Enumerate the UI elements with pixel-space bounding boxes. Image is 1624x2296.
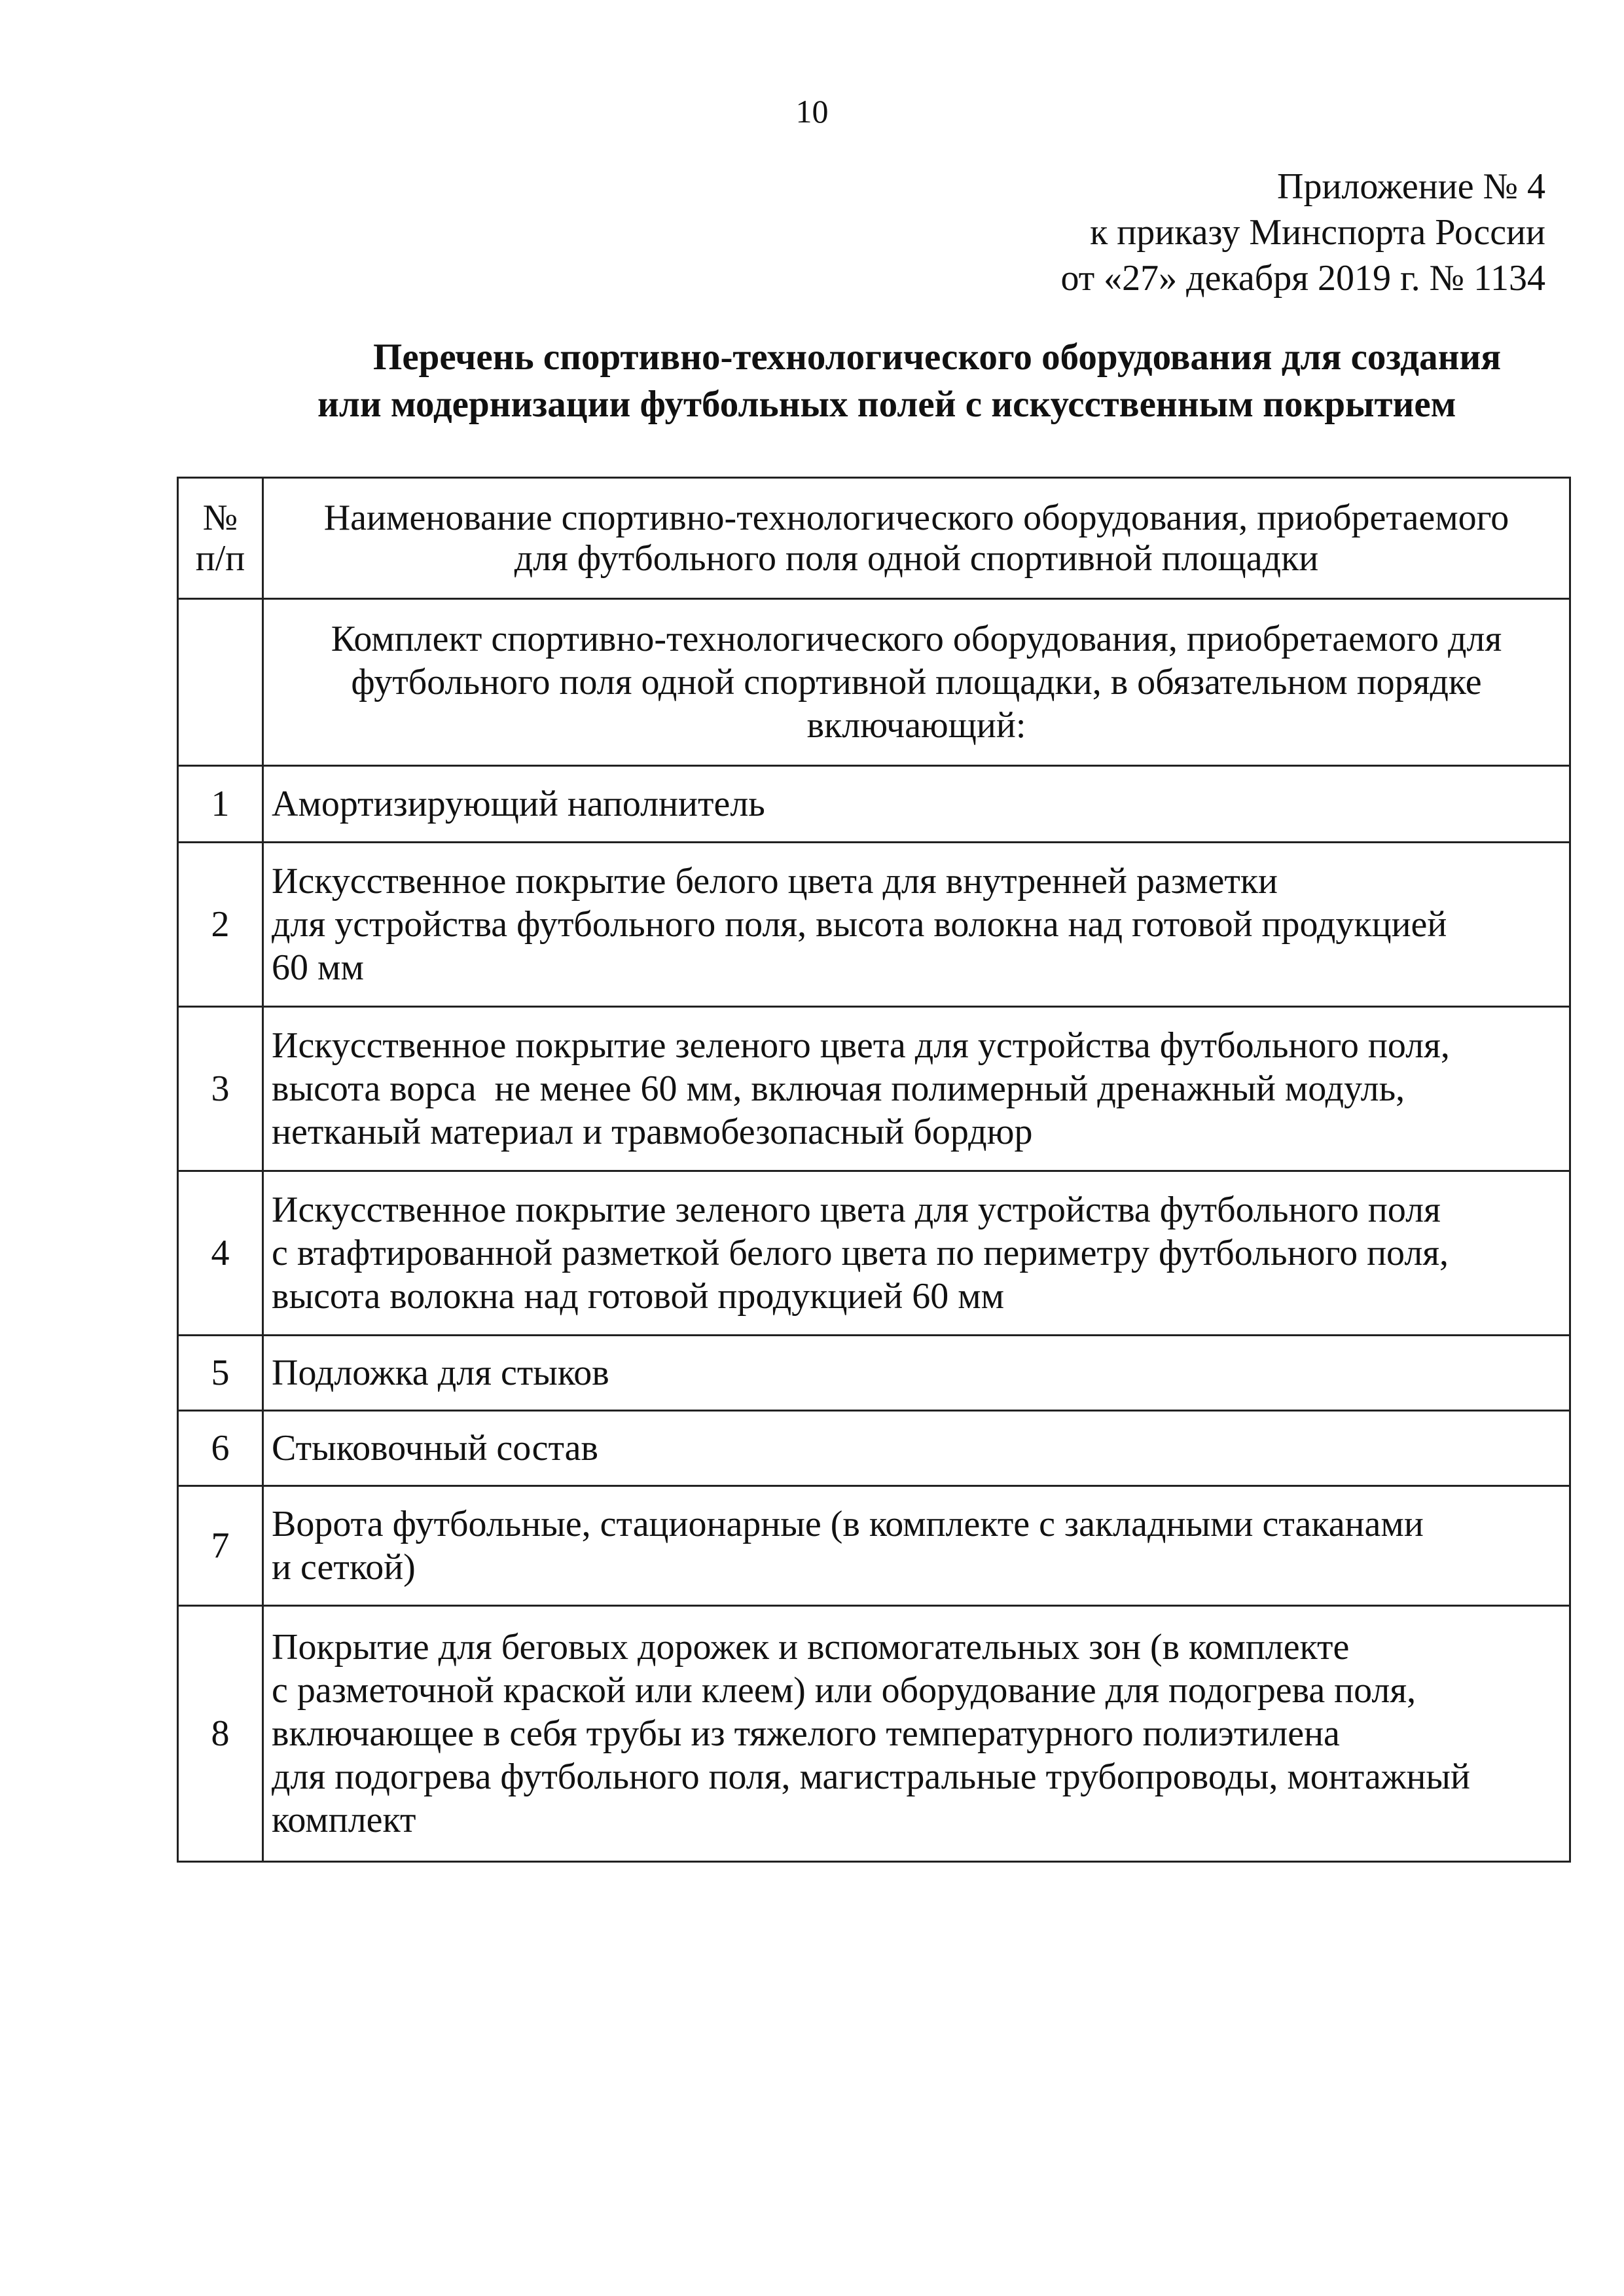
row-description <box>263 766 1570 843</box>
row-number: 8 <box>178 1606 263 1862</box>
row-number: 6 <box>178 1411 263 1486</box>
row-line: Стыковочный состав <box>272 1428 598 1468</box>
row-line: для устройства футбольного поля, высота волокна над готовой продукцией <box>272 904 1447 945</box>
row-line: Покрытие для беговых дорожек и вспомогательных зон (в комплекте <box>272 1627 1350 1667</box>
row-line: высота волокна над готовой продукцией 60 мм <box>272 1276 1005 1317</box>
row-line: комплект <box>272 1800 416 1840</box>
row-description <box>263 1336 1570 1411</box>
equipment-table <box>177 477 1571 1863</box>
header-number-line-1: № <box>202 498 238 538</box>
table-row <box>178 1171 1570 1336</box>
appendix-line-1: Приложение № 4 <box>1277 166 1545 207</box>
row-description <box>263 1486 1570 1606</box>
row-description <box>263 1411 1570 1486</box>
row-number: 2 <box>178 843 263 1007</box>
row-line: высота ворса не менее 60 мм, включая полимерный дренажный модуль, <box>272 1068 1405 1109</box>
kit-description <box>263 599 1570 766</box>
page-number: 10 <box>795 93 829 130</box>
row-line: для подогрева футбольного поля, магистральные трубопроводы, монтажный <box>272 1757 1471 1797</box>
kit-number-cell <box>178 599 263 766</box>
header-name <box>263 478 1570 599</box>
row-description <box>263 1007 1570 1171</box>
table-row <box>178 1411 1570 1486</box>
table-row <box>178 843 1570 1007</box>
table-row <box>178 1007 1570 1171</box>
title-line-2: или модернизации футбольных полей с искусственным покрытием <box>317 384 1456 425</box>
row-number: 1 <box>178 766 263 843</box>
row-line: включающее в себя трубы из тяжелого температурного полиэтилена <box>272 1713 1340 1754</box>
header-number-line-2: п/п <box>195 538 245 579</box>
title-line-1: Перечень спортивно-технологического оборудования для создания <box>373 337 1502 378</box>
row-line: Амортизирующий наполнитель <box>272 784 765 824</box>
row-line: Искусственное покрытие зеленого цвета для устройства футбольного поля <box>272 1190 1441 1230</box>
row-number: 3 <box>178 1007 263 1171</box>
row-description <box>263 843 1570 1007</box>
table-header-row <box>178 478 1570 599</box>
header-name-line-2: для футбольного поля одной спортивной площадки <box>514 538 1319 579</box>
row-description <box>263 1171 1570 1336</box>
appendix-reference <box>629 164 1545 301</box>
kit-line-2: футбольного поля одной спортивной площадки, в обязательном порядке <box>351 662 1482 702</box>
row-line: 60 мм <box>272 947 364 988</box>
table-row <box>178 1336 1570 1411</box>
row-line: с втафтированной разметкой белого цвета по периметру футбольного поля, <box>272 1233 1449 1273</box>
row-number: 7 <box>178 1486 263 1606</box>
kit-line-1: Комплект спортивно-технологического оборудования, приобретаемого для <box>331 619 1502 659</box>
appendix-line-3: от «27» декабря 2019 г. № 1134 <box>1060 258 1545 299</box>
appendix-line-2: к приказу Минспорта России <box>1090 212 1545 253</box>
row-line: Ворота футбольные, стационарные (в комплекте с закладными стаканами <box>272 1504 1424 1544</box>
row-number: 4 <box>178 1171 263 1336</box>
header-number <box>178 478 263 599</box>
document-title <box>196 334 1624 428</box>
row-line: Искусственное покрытие зеленого цвета для устройства футбольного поля, <box>272 1025 1450 1066</box>
row-line: Искусственное покрытие белого цвета для внутренней разметки <box>272 861 1278 902</box>
row-description <box>263 1606 1570 1862</box>
row-line: Подложка для стыков <box>272 1353 609 1393</box>
header-name-line-1: Наименование спортивно-технологического оборудования, приобретаемого <box>323 498 1509 538</box>
table-row <box>178 1606 1570 1862</box>
kit-row <box>178 599 1570 766</box>
row-number: 5 <box>178 1336 263 1411</box>
row-line: с разметочной краской или клеем) или оборудование для подогрева поля, <box>272 1670 1416 1711</box>
kit-line-3: включающий: <box>806 705 1026 746</box>
table-row <box>178 766 1570 843</box>
row-line: нетканый материал и травмобезопасный бордюр <box>272 1112 1033 1152</box>
row-line: и сеткой) <box>272 1547 416 1588</box>
table-row <box>178 1486 1570 1606</box>
